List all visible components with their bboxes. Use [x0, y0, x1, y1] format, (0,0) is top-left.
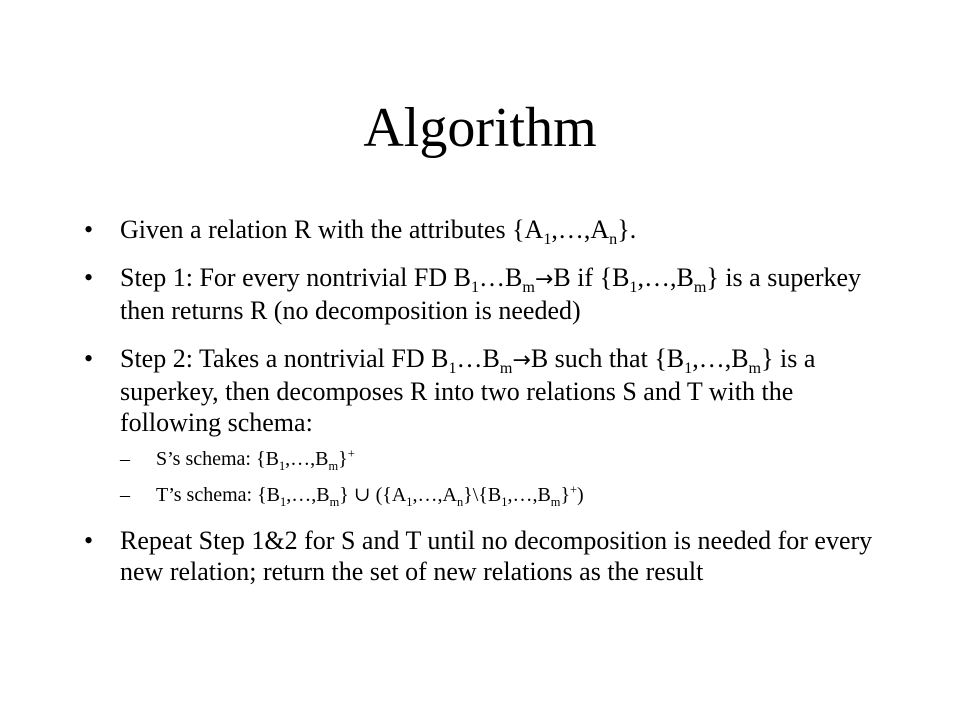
arrow-icon: → — [512, 348, 531, 373]
bullet-marker: • — [84, 215, 94, 244]
bullet-marker: • — [84, 263, 94, 292]
sub-item-text-1: S’s schema: $\{B_1,\dots,B_m\}^+$ — [156, 446, 355, 473]
bullet-marker: • — [84, 526, 94, 555]
sub-item-text-2: T’s schema: $\{B_1,\dots,B_m\}$ ∪ $(\{A_1,\dots,A_n\}\backslash\{B_1,\dots,B_m\}^+)$ — [156, 482, 584, 509]
bullet-text-2: Step 1: For every nontrivial FD $B_1\dots B_m\to B$ if $\{B_1,\dots,B_m\}$ is a superkey then returns R (no decomposition is needed) — [120, 263, 862, 325]
slide-title: Algorithm — [363, 97, 597, 159]
bullet-item-3 — [84, 343, 884, 508]
bullet-text-3: Step 2: Takes a nontrivial FD $B_1\dots B_m\to B$ such that $\{B_1,\dots,B_m\}$ is a superkey, then decomposes R into two relations S and T with the following schema: — [120, 344, 816, 437]
arrow-icon: → — [534, 267, 554, 292]
slide-body — [84, 214, 884, 604]
sub-item-2 — [84, 482, 884, 508]
bullet-item-1 — [84, 214, 884, 249]
dash-marker: – — [120, 448, 130, 470]
bullet-text-1: Given a relation R with the attributes $\{A_1,\dots,A_n\}$. — [120, 215, 637, 249]
bullet-text-4: Repeat Step 1&2 for S and T until no decomposition is needed for every new relation; return the set of new relations as the result — [120, 526, 873, 586]
sub-item-1 — [84, 446, 884, 472]
bullet-marker: • — [84, 344, 94, 373]
bullet-item-2 — [84, 262, 884, 326]
dash-marker: – — [120, 484, 130, 506]
bullet-item-4 — [84, 525, 884, 587]
